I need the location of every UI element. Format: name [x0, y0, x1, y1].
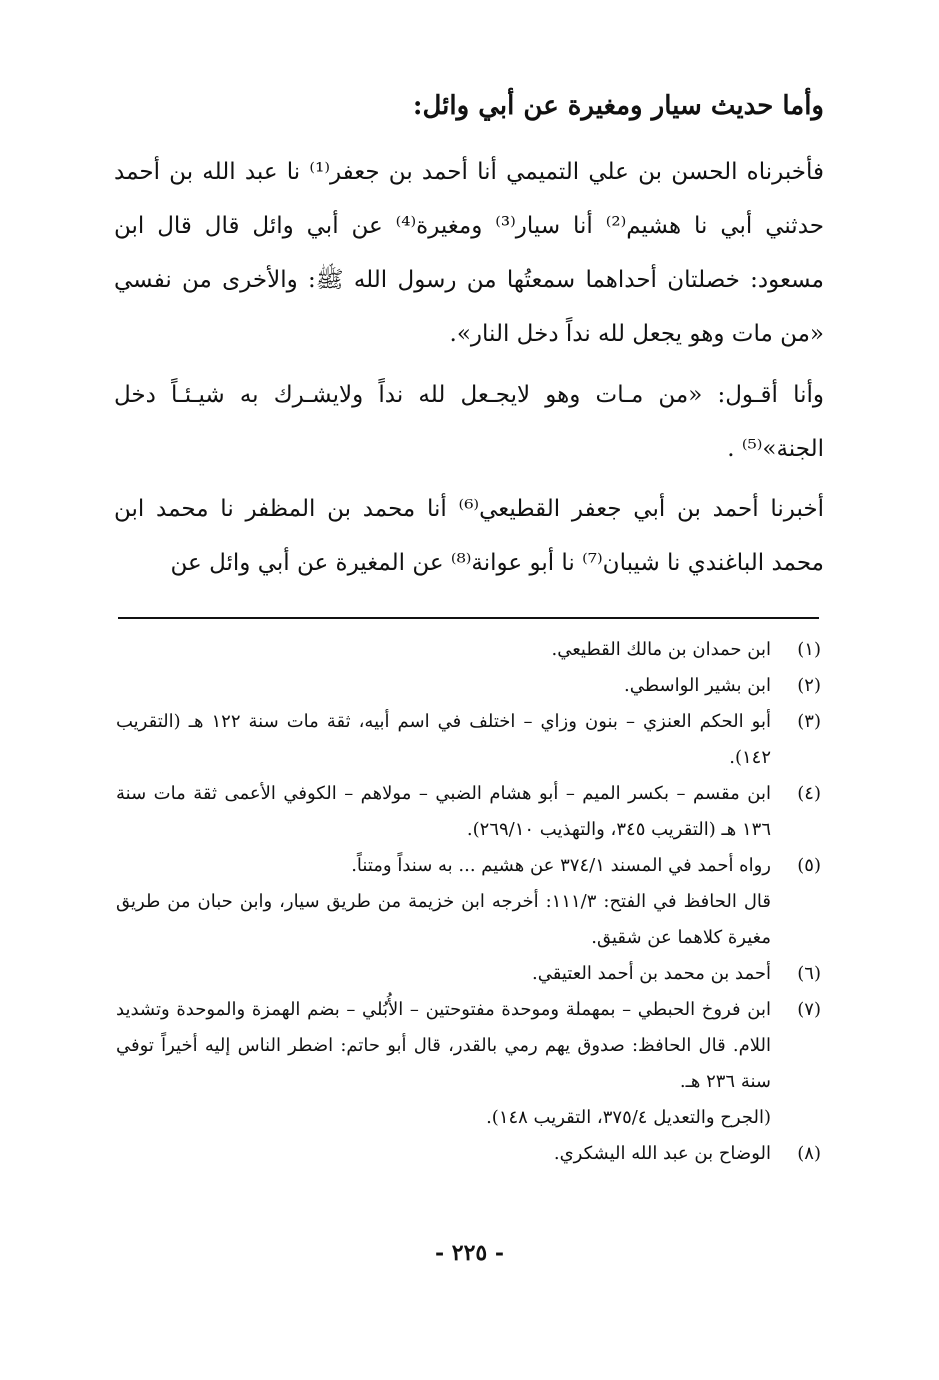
paragraph-second-isnad: أخبرنا أحمد بن أبي جعفر القطيعي⁽⁶⁾ أنا محمد بن المظفر نا محمد ابن محمد الباغندي نا شيبان⁽⁷⁾ نا أبو عوانة⁽⁸⁾ عن المغيرة عن أبي وائل عن — [114, 496, 824, 576]
footnote-item — [116, 668, 821, 704]
paragraph-isnad-ibn-masud: فأخبرناه الحسن بن علي التميمي أنا أحمد بن جعفر⁽¹⁾ نا عبد الله بن أحمد حدثني أبي نا هشيم⁽²⁾ أنا سيار⁽³⁾ ومغيرة⁽⁴⁾ عن أبي وائل قال قال ابن مسعود: خصلتان أحداهما سمعتُها من رسول الله ﷺ: والأخرى من نفسي «من مات وهو يجعل لله نداً دخل النار». — [114, 159, 824, 347]
footnote-item — [116, 956, 821, 992]
footnote-text: أحمد بن محمد بن أحمد العتيقي. — [532, 963, 771, 984]
footnote-number: (٧) — [797, 999, 821, 1020]
footnote-number: (٤) — [797, 783, 821, 804]
footnote-number: (١) — [797, 639, 821, 660]
footnote-item — [116, 992, 821, 1100]
footnote-continuation: قال الحافظ في الفتح: ١١١/٣: أخرجه ابن خزيمة من طريق سيار، وابن حبان من طريق مغيرة كلاهما عن شقيق. — [116, 891, 771, 948]
footnote-text: ابن حمدان بن مالك القطيعي. — [551, 639, 771, 660]
footnote-text: الوضاح بن عبد الله اليشكري. — [553, 1143, 771, 1164]
footnotes-list — [116, 632, 821, 1172]
section-heading: وأما حديث سيار ومغيرة عن أبي وائل: — [412, 91, 824, 121]
footnote-text: ابن بشير الواسطي. — [624, 675, 771, 696]
footnote-item — [116, 704, 821, 776]
footnote-continuation: (الجرح والتعديل ٣٧٥/٤، التقريب ١٤٨). — [486, 1107, 771, 1128]
page-number: - ٢٢٥ - — [434, 1240, 505, 1266]
footnote-text: رواه أحمد في المسند ٣٧٤/١ عن هشيم ... به سنداً ومتناً. — [351, 855, 771, 876]
footnote-number: (٥) — [797, 855, 821, 876]
footnote-text: أبو الحكم العنزي – بنون وزاي – اختلف في اسم أبيه، ثقة مات سنة ١٢٢ هـ (التقريب ١٤٢). — [116, 711, 771, 768]
footnote-text: ابن فروخ الحبطي – بمهملة وموحدة مفتوحتين – الأُبُلي – بضم الهمزة والموحدة وتشديد اللام. قال الحافظ: صدوق يهم رمي بالقدر، قال أبو حاتم: اضطر الناس إليه أخيراً توفي سنة ٢٣٦ هـ. — [116, 999, 771, 1092]
footnote-number: (٣) — [797, 711, 821, 732]
paragraph-author-statement: وأنا أقـول: «من مـات وهو لايجـعل لله نداً ولايشـرك به شيـئـاً دخل الجنة»⁽⁵⁾ . — [114, 382, 824, 462]
footnote-number: (٨) — [797, 1143, 821, 1164]
footnote-number: (٦) — [797, 963, 821, 984]
footnote-separator-line — [118, 617, 819, 619]
footnote-item — [116, 776, 821, 848]
footnote-item — [116, 632, 821, 668]
footnote-text: ابن مقسم – بكسر الميم – أبو هشام الضبي – مولاهم – الكوفي الأعمى ثقة مات سنة ١٣٦ هـ (التقريب ٣٤٥، والتهذيب ٢٦٩/١٠). — [116, 783, 771, 840]
footnote-item — [116, 848, 821, 884]
footnote-item — [116, 1136, 821, 1172]
footnote-number: (٢) — [797, 675, 821, 696]
